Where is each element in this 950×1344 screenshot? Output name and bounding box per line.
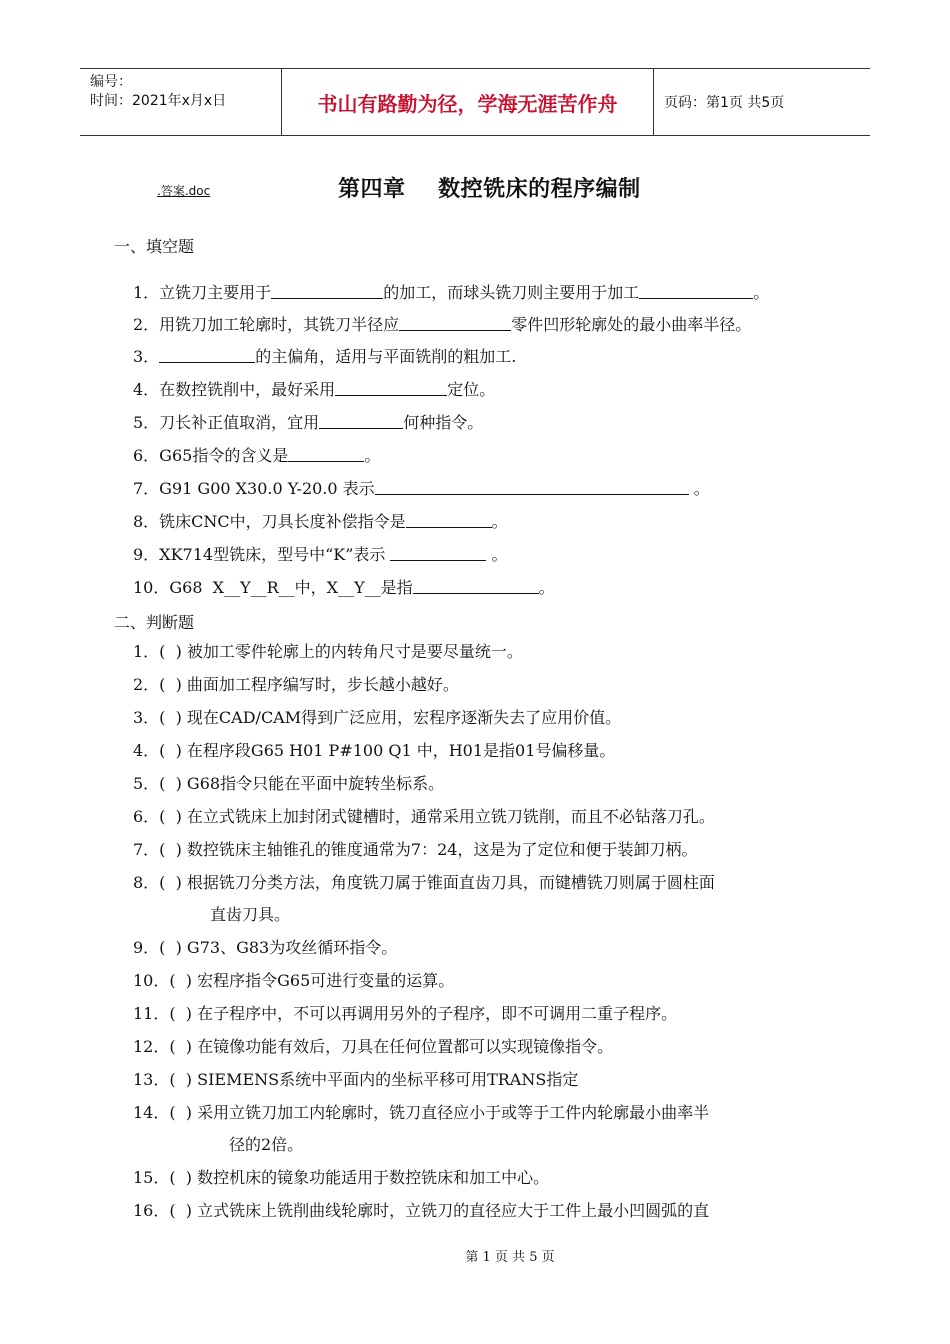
- footer-page-number: 第 1 页 共 5 页: [465, 1250, 555, 1265]
- judge-question: 12．( ) 在镜像功能有效后，刀具在任何位置都可以实现镜像指令。: [133, 1037, 614, 1056]
- answer-blank[interactable]: [390, 546, 486, 561]
- judge-question-continuation: 直齿刀具。: [210, 905, 291, 924]
- fill-question-7: 7．G91 G00 X30.0 Y-20.0 表示 。: [133, 479, 710, 498]
- judge-question: 8．( ) 根据铣刀分类方法，角度铣刀属于锥面直齿刀具，而键槽铣刀则属于圆柱面: [133, 873, 715, 892]
- judge-question: 7．( ) 数控铣床主轴锥孔的锥度通常为7：24，这是为了定位和便于装卸刀柄。: [133, 840, 698, 859]
- fill-question-2: 2．用铣刀加工轮廓时，其铣刀半径应 零件凹形轮廓处的最小曲率半径。: [133, 315, 752, 334]
- fill-question-4: 4．在数控铣削中，最好采用 定位。: [133, 380, 496, 399]
- page-info-cell: [654, 69, 870, 135]
- answer-blank[interactable]: [406, 513, 492, 528]
- judge-question: 4．( ) 在程序段G65 H01 P#100 Q1 中，H01是指01号偏移量。: [133, 741, 616, 760]
- judge-question: 15．( ) 数控机床的镜象功能适用于数控铣床和加工中心。: [133, 1168, 550, 1187]
- fill-question-5: 5．刀长补正值取消，宜用 何种指令。: [133, 413, 484, 432]
- judge-question-continuation: 径的2倍。: [229, 1135, 304, 1154]
- judge-question: 16．( ) 立式铣床上铣削曲线轮廓时，立铣刀的直径应大于工件上最小凹圆弧的直: [133, 1201, 710, 1220]
- answer-blank[interactable]: [413, 579, 539, 594]
- motto-cell: [282, 69, 654, 135]
- answer-blank[interactable]: [159, 348, 255, 363]
- header-table: [80, 68, 870, 136]
- judge-question: 2．( ) 曲面加工程序编写时，步长越小越好。: [133, 675, 459, 694]
- section-title-fill: 一、填空题: [114, 237, 195, 256]
- fill-question-6: 6．G65指令的含义是 。: [133, 446, 381, 465]
- judge-question: 11．( ) 在子程序中，不可以再调用另外的子程序，即不可调用二重子程序。: [133, 1004, 678, 1023]
- motto-text: 书山有路勤为径，学海无涯苦作舟: [317, 91, 618, 116]
- judge-question: 3．( ) 现在CAD/CAM得到广泛应用，宏程序逐渐失去了应用价值。: [133, 708, 622, 727]
- fill-question-9: 9．XK714型铣床，型号中“K”表示 。: [133, 545, 508, 564]
- fill-question-8: 8．铣床CNC中，刀具长度补偿指令是 。: [133, 512, 508, 531]
- answer-blank[interactable]: [639, 284, 753, 299]
- answer-blank[interactable]: [375, 480, 689, 495]
- page-footer: [0, 1246, 950, 1265]
- answer-blank[interactable]: [399, 316, 511, 331]
- judge-question: 9．( ) G73、G83为攻丝循环指令。: [133, 938, 398, 957]
- judge-question: 6．( ) 在立式铣床上加封闭式键槽时，通常采用立铣刀铣削，而且不必钻落刀孔。: [133, 807, 715, 826]
- fill-question-3: 3． 的主偏角，适用与平面铣削的粗加工.: [133, 347, 517, 366]
- judge-question: 14．( ) 采用立铣刀加工内轮廓时，铣刀直径应小于或等于工件内轮廓最小曲率半: [133, 1103, 710, 1122]
- chapter-title: 第四章 数控铣床的程序编制: [338, 177, 641, 202]
- number-label: 编号：: [90, 74, 132, 90]
- judge-question: 13．( ) SIEMENS系统中平面内的坐标平移可用TRANS指定: [133, 1070, 579, 1089]
- answer-blank[interactable]: [271, 284, 383, 299]
- time-label: 时间：2021年x月x日: [90, 93, 227, 109]
- fill-question-1: 1．立铣刀主要用于 的加工，而球头铣刀则主要用于加工 。: [133, 283, 770, 302]
- page-info-text: 页码：第1页 共5页: [664, 95, 785, 111]
- judge-question: 10．( ) 宏程序指令G65可进行变量的运算。: [133, 971, 455, 990]
- header-meta-cell: [80, 69, 282, 135]
- judge-question: 5．( ) G68指令只能在平面中旋转坐标系。: [133, 774, 445, 793]
- section-title-judge: 二、判断题: [114, 613, 195, 632]
- fill-question-10: 10．G68 X__Y__R__中，X__Y__是指 。: [133, 578, 555, 597]
- answer-blank[interactable]: [335, 381, 447, 396]
- answer-blank[interactable]: [319, 414, 403, 429]
- answer-blank[interactable]: [288, 447, 364, 462]
- doc-link[interactable]: .答案.doc: [157, 184, 211, 198]
- judge-question: 1．( ) 被加工零件轮廓上的内转角尺寸是要尽量统一。: [133, 642, 523, 661]
